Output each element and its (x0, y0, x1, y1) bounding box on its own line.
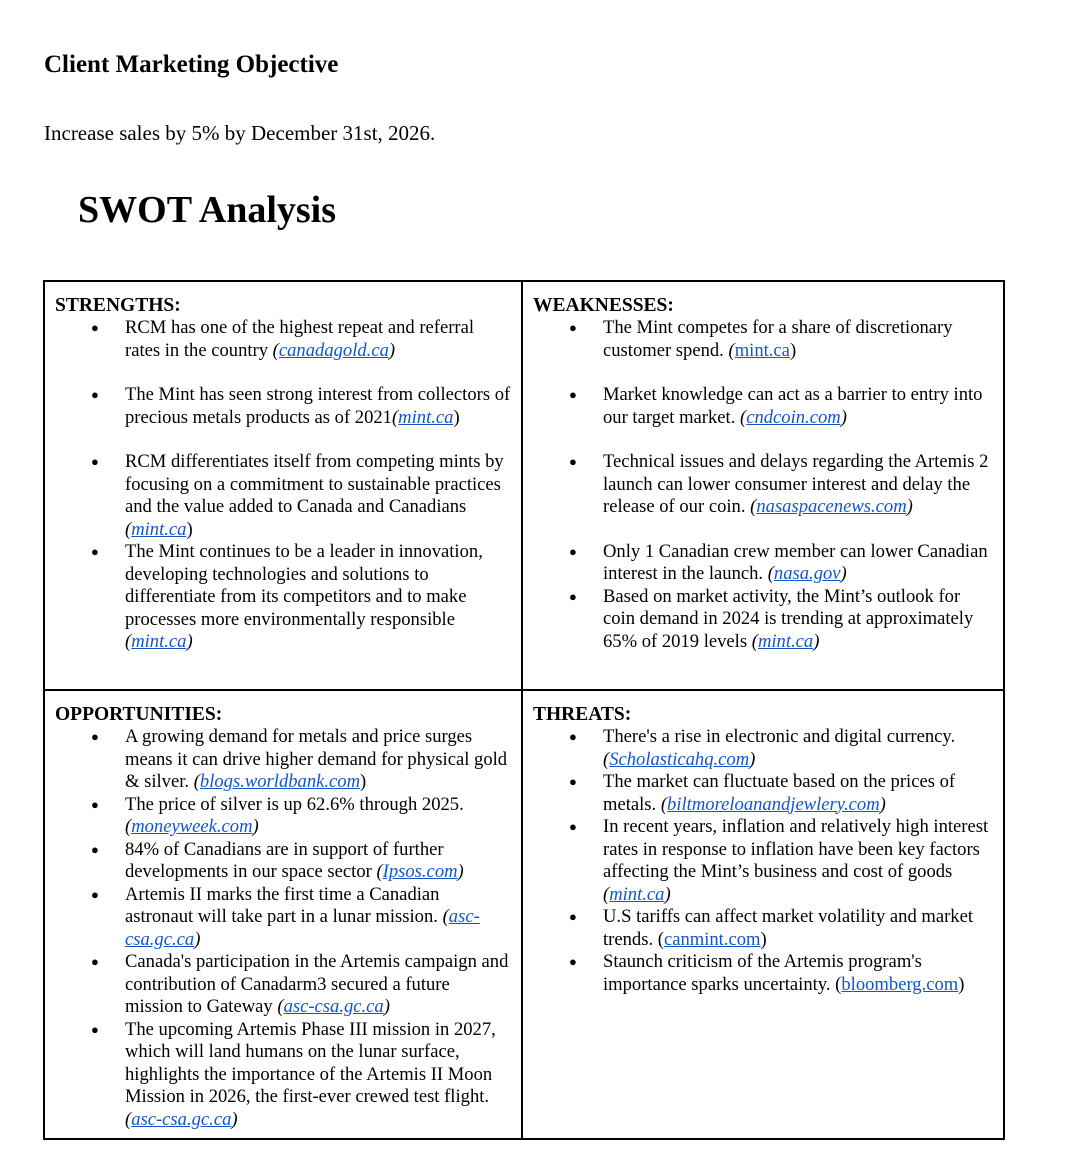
list-item: ● 84% of Canadians are in support of further developments in our space sector (Ipsos.com) (55, 839, 511, 884)
list-item: ● RCM has one of the highest repeat and referral rates in the country (canadagold.ca) (55, 317, 511, 362)
threats-heading: THREATS: (533, 704, 632, 725)
list-item: ● The Mint competes for a share of discretionary customer spend. (mint.ca) (533, 317, 993, 362)
opportunities-cell (45, 691, 523, 1138)
threats-list (533, 726, 993, 996)
swot-title: SWOT Analysis (78, 189, 337, 231)
source-link[interactable]: mint.ca (131, 518, 187, 540)
list-item: ● There's a rise in electronic and digital currency. (Scholasticahq.com) (533, 726, 993, 771)
source-link[interactable]: Scholasticahq.com (609, 748, 750, 770)
weaknesses-cell (523, 282, 1003, 691)
source-link[interactable]: nasa.gov (773, 563, 841, 584)
list-item: ● A growing demand for metals and price surges means it can drive higher demand for physical gold & silver. (blogs.worldbank.com) (55, 726, 511, 794)
source-link[interactable]: blogs.worldbank.com (199, 771, 361, 792)
swot-table (43, 280, 1005, 1140)
objective-title: Client Marketing Objective (44, 51, 339, 78)
threats-cell (523, 691, 1003, 1138)
list-item: ● The Mint has seen strong interest from collectors of precious metals products as of 2021(mint.ca) (55, 384, 511, 429)
list-item: ● U.S tariffs can affect market volatility and market trends. (canmint.com) (533, 906, 993, 951)
strengths-cell (45, 282, 523, 691)
list-item: ● Artemis II marks the first time a Canadian astronaut will take part in a lunar mission. (asc-csa.gc.ca) (55, 884, 511, 952)
weaknesses-list (533, 317, 993, 653)
source-link[interactable]: asc-csa.gc.ca (283, 996, 384, 1017)
source-link[interactable]: asc-csa.gc.ca (125, 906, 480, 950)
list-item: ● The price of silver is up 62.6% through 2025. (moneyweek.com) (55, 794, 511, 839)
list-item: ● In recent years, inflation and relatively high interest rates in response to inflation have been key factors affecting the Mint’s business and cost of goods (mint.ca) (533, 816, 993, 906)
source-link[interactable]: mint.ca (398, 406, 454, 428)
source-link[interactable]: mint.ca (131, 631, 187, 652)
list-item: ● Market knowledge can act as a barrier to entry into our target market. (cndcoin.com) (533, 384, 993, 429)
objective-text: Increase sales by 5% by December 31st, 2026. (44, 121, 436, 145)
source-link[interactable]: bloomberg.com (841, 973, 959, 995)
list-item: ● Staunch criticism of the Artemis program's importance sparks uncertainty. (bloomberg.com) (533, 951, 993, 996)
source-link[interactable]: asc-csa.gc.ca (131, 1108, 232, 1130)
source-link[interactable]: canmint.com (663, 928, 761, 950)
list-item: ● Only 1 Canadian crew member can lower Canadian interest in the launch. (nasa.gov) (533, 541, 993, 586)
opportunities-heading: OPPORTUNITIES: (55, 704, 223, 725)
strengths-heading: STRENGTHS: (55, 295, 181, 316)
source-link[interactable]: moneyweek.com (131, 816, 253, 837)
strengths-list (55, 317, 511, 654)
source-link[interactable]: biltmoreloanandjewlery.com (667, 793, 880, 815)
source-link[interactable]: mint.ca (734, 339, 790, 361)
source-link[interactable]: mint.ca (609, 883, 665, 905)
list-item: ● The Mint continues to be a leader in innovation, developing technologies and solutions to differentiate from its competitors and to make processes more environmentally responsible (mint.ca) (55, 541, 511, 654)
source-link[interactable]: nasaspacenews.com (756, 496, 907, 517)
list-item: ● Canada's participation in the Artemis campaign and contribution of Canadarm3 secured a future mission to Gateway (asc-csa.gc.ca) (55, 951, 511, 1019)
source-link[interactable]: Ipsos.com (382, 861, 458, 882)
opportunities-list (55, 726, 511, 1131)
source-link[interactable]: cndcoin.com (746, 406, 841, 428)
list-item: ● The upcoming Artemis Phase III mission in 2027, which will land humans on the lunar surface, highlights the importance of the Artemis II Moon Mission in 2026, the first-ever crewed test flight. (asc-csa.gc.ca) (55, 1019, 511, 1132)
list-item: ● The market can fluctuate based on the prices of metals. (biltmoreloanandjewlery.com) (533, 771, 993, 816)
source-link[interactable]: mint.ca (757, 630, 814, 652)
list-item: ● Based on market activity, the Mint’s outlook for coin demand in 2024 is trending at approximately 65% of 2019 levels (mint.ca) (533, 586, 993, 654)
source-link[interactable]: canadagold.ca (278, 339, 389, 361)
list-item: ● Technical issues and delays regarding the Artemis 2 launch can lower consumer interest and delay the release of our coin. (nasaspacenews.com) (533, 451, 993, 519)
list-item: ● RCM differentiates itself from competing mints by focusing on a commitment to sustainable practices and the value added to Canada and Canadians (mint.ca) (55, 451, 511, 541)
weaknesses-heading: WEAKNESSES: (533, 295, 674, 316)
